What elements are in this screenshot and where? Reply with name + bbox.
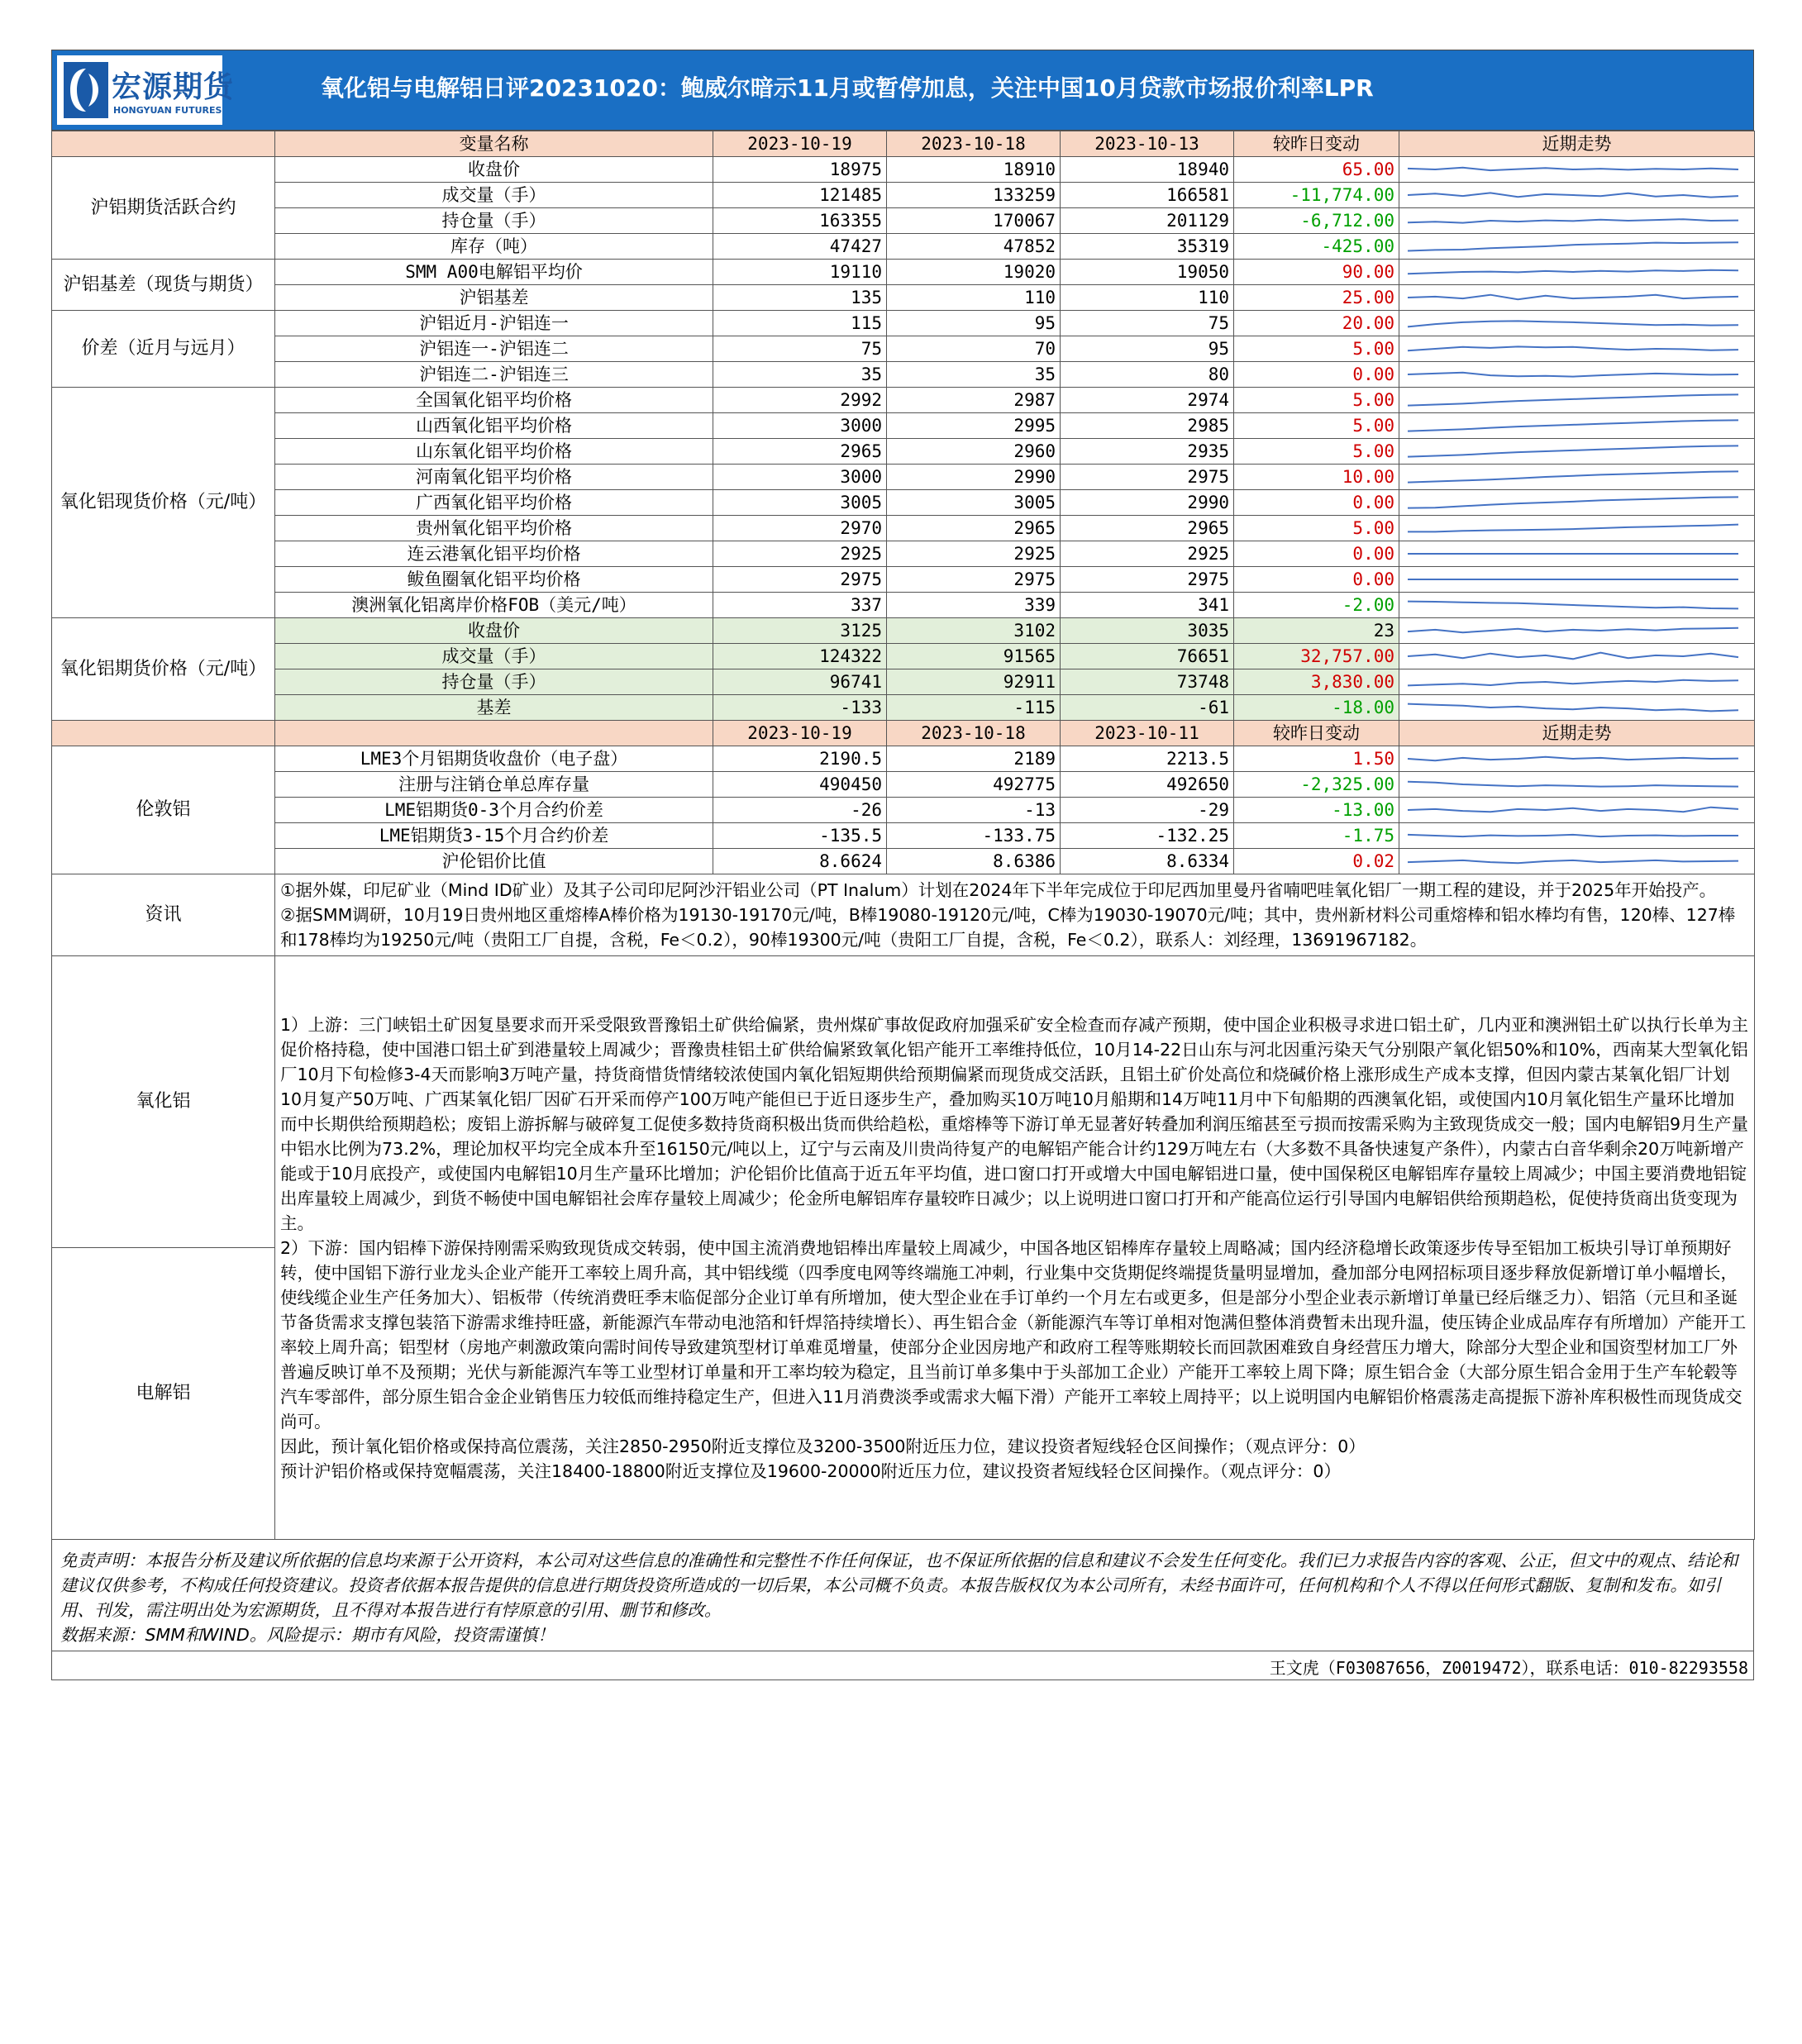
sparkline-svg	[1399, 465, 1747, 489]
header-d3: 2023-10-13	[1061, 131, 1234, 157]
value-day3: 80	[1061, 362, 1234, 388]
header-chg: 较昨日变动	[1234, 721, 1399, 746]
value-day1: 96741	[713, 669, 887, 695]
variable-name: 注册与注销仓单总库存量	[275, 772, 713, 798]
variable-name: 沪伦铝价比值	[275, 849, 713, 874]
sparkline-line	[1408, 270, 1738, 274]
value-day3: 18940	[1061, 157, 1234, 183]
sparkline-svg	[1399, 669, 1747, 694]
daily-change: 0.00	[1234, 490, 1399, 516]
table-row	[52, 439, 1755, 465]
trend-sparkline	[1399, 439, 1755, 465]
analysis-paragraph: 2）下游：国内铝棒下游保持刚需采购致现货成交转弱，使中国主流消费地铝棒出库量较上周减少，中国各地区铝棒库存量较上周略减；国内经济稳增长政策逐步传导至铝加工板块引导订单预期好转，使中国铝下游行业龙头企业产能开工率较上周升高，其中铝线缆（四季度电网等终端施工冲刺，行业集中交货期促终端提货量明显增加，叠加部分电网招标项目逐步释放促新增订单小幅增长，使线缆企业生产任务加大）、铝板带（传统消费旺季末临促部分企业订单有所增加，使大型企业在手订单约一个月左右或更多，但是部分小型企业表示新增订单量已经后继乏力）、铝箔（元旦和圣诞节备货需求支撑包装箔下游需求维持旺盛，新能源汽车带动电池箔和钎焊箔持续增长）、再生铝合金（新能源汽车等订单相对饱满但整体消费暂未出现升温，使压铸企业成品库存有所增加）产能开工率较上周升高；铝型材（房地产刺激政策向需时间传导致建筑型材订单难觅增量，使部分企业因房地产和政府工程等账期较长而回款困难致自身经营压力增大，除部分大型企业和国资型材加工厂外普遍反映订单不及预期；光伏与新能源汽车等工业型材订单量和开工率均较为稳定，且当前订单多集中于头部加工企业）产能开工率较上周下降；原生铝合金（大部分原生铝合金用于生产车轮毂等汽车零部件，部分原生铝合金企业销售压力较低而维持稳定生产，但进入11月消费淡季或需求大幅下滑）产能开工率较上周持平；以上说明国内电解铝价格震荡走高提振下游补库积极性而现货成交尚可。	[280, 1237, 1747, 1432]
trend-sparkline	[1399, 849, 1755, 874]
value-day3: 2975	[1061, 465, 1234, 490]
sparkline-line	[1408, 602, 1738, 609]
sparkline-svg	[1399, 567, 1747, 592]
variable-name: 山西氧化铝平均价格	[275, 413, 713, 439]
table-row	[52, 593, 1755, 618]
value-day3: 2935	[1061, 439, 1234, 465]
value-day2: 2965	[887, 516, 1061, 541]
variable-name: LME铝期货0-3个月合约价差	[275, 798, 713, 823]
value-day1: 163355	[713, 208, 887, 234]
variable-name: 沪铝近月-沪铝连一	[275, 311, 713, 336]
variable-name: SMM A00电解铝平均价	[275, 260, 713, 285]
trend-sparkline	[1399, 798, 1755, 823]
table-row	[52, 849, 1755, 874]
value-day1: 19110	[713, 260, 887, 285]
value-day1: 115	[713, 311, 887, 336]
daily-change: 0.02	[1234, 849, 1399, 874]
value-day2: -133.75	[887, 823, 1061, 849]
trend-sparkline	[1399, 234, 1755, 260]
value-day2: 3005	[887, 490, 1061, 516]
sparkline-svg	[1399, 849, 1747, 874]
value-day2: 91565	[887, 644, 1061, 669]
value-day1: 2925	[713, 541, 887, 567]
sparkline-line	[1408, 704, 1738, 712]
table-row	[52, 567, 1755, 593]
analysis-labels	[52, 956, 275, 1540]
variable-name: 持仓量（手）	[275, 669, 713, 695]
daily-change: 0.00	[1234, 541, 1399, 567]
variable-name: 沪铝连二-沪铝连三	[275, 362, 713, 388]
brand-name-en: HONGYUAN FUTURES	[113, 105, 222, 116]
table-row	[52, 798, 1755, 823]
header-trend: 近期走势	[1399, 131, 1755, 157]
trend-sparkline	[1399, 772, 1755, 798]
brand-logo-icon	[64, 62, 108, 118]
header-d2: 2023-10-18	[887, 721, 1061, 746]
group-label: 沪铝期货活跃合约	[52, 157, 275, 260]
variable-name: 收盘价	[275, 157, 713, 183]
trend-sparkline	[1399, 490, 1755, 516]
sparkline-svg	[1399, 183, 1747, 207]
value-day1: 2970	[713, 516, 887, 541]
value-day3: -132.25	[1061, 823, 1234, 849]
table-header-row	[52, 721, 1755, 746]
sparkline-line	[1408, 346, 1738, 350]
value-day2: 3102	[887, 618, 1061, 644]
table-row	[52, 183, 1755, 208]
trend-sparkline	[1399, 208, 1755, 234]
sparkline-line	[1408, 168, 1738, 170]
table-row	[52, 772, 1755, 798]
table-row	[52, 465, 1755, 490]
value-day1: 124322	[713, 644, 887, 669]
daily-change: 65.00	[1234, 157, 1399, 183]
sparkline-line	[1408, 471, 1738, 482]
table-row	[52, 234, 1755, 260]
sparkline-line	[1408, 321, 1738, 326]
value-day1: 18975	[713, 157, 887, 183]
variable-name: 河南氧化铝平均价格	[275, 465, 713, 490]
sparkline-svg	[1399, 644, 1747, 669]
variable-name: 贵州氧化铝平均价格	[275, 516, 713, 541]
trend-sparkline	[1399, 567, 1755, 593]
value-day1: -26	[713, 798, 887, 823]
value-day2: 2990	[887, 465, 1061, 490]
sparkline-line	[1408, 628, 1738, 633]
info-label: 资讯	[52, 874, 275, 956]
sparkline-svg	[1399, 157, 1747, 182]
sparkline-line	[1408, 680, 1738, 686]
variable-name: 鲅鱼圈氧化铝平均价格	[275, 567, 713, 593]
table-row	[52, 669, 1755, 695]
trend-sparkline	[1399, 157, 1755, 183]
table-row	[52, 336, 1755, 362]
table-row	[52, 260, 1755, 285]
variable-name: 山东氧化铝平均价格	[275, 439, 713, 465]
variable-name: 基差	[275, 695, 713, 721]
value-day3: 166581	[1061, 183, 1234, 208]
group-label: 氧化铝现货价格（元/吨）	[52, 388, 275, 618]
variable-name: 沪铝连一-沪铝连二	[275, 336, 713, 362]
trend-sparkline	[1399, 413, 1755, 439]
table-row	[52, 208, 1755, 234]
sparkline-svg	[1399, 618, 1747, 643]
value-day3: 341	[1061, 593, 1234, 618]
value-day1: 3000	[713, 413, 887, 439]
value-day3: 19050	[1061, 260, 1234, 285]
info-text	[275, 874, 1755, 956]
daily-change: -2,325.00	[1234, 772, 1399, 798]
value-day2: 92911	[887, 669, 1061, 695]
sparkline-line	[1408, 525, 1738, 532]
value-day1: 3125	[713, 618, 887, 644]
value-day2: 18910	[887, 157, 1061, 183]
trend-sparkline	[1399, 311, 1755, 336]
footer	[51, 1651, 1754, 1680]
sparkline-line	[1408, 497, 1738, 507]
table-header-row	[52, 131, 1755, 157]
daily-change: 32,757.00	[1234, 644, 1399, 669]
report-page	[51, 50, 1754, 1680]
table-row	[52, 285, 1755, 311]
value-day1: 2975	[713, 567, 887, 593]
sparkline-line	[1408, 193, 1738, 197]
sparkline-svg	[1399, 439, 1747, 464]
sparkline-line	[1408, 445, 1738, 456]
table-row	[52, 695, 1755, 721]
sparkline-svg	[1399, 311, 1747, 336]
alumina-label: 氧化铝	[52, 956, 274, 1248]
sparkline-svg	[1399, 285, 1747, 310]
daily-change: 10.00	[1234, 465, 1399, 490]
daily-change: 5.00	[1234, 388, 1399, 413]
table-row	[52, 388, 1755, 413]
sparkline-line	[1408, 373, 1738, 377]
daily-change: -18.00	[1234, 695, 1399, 721]
sparkline-svg	[1399, 746, 1747, 771]
analysis-text	[275, 956, 1755, 1540]
daily-change: 3,830.00	[1234, 669, 1399, 695]
value-day1: 35	[713, 362, 887, 388]
value-day2: -13	[887, 798, 1061, 823]
header-d3: 2023-10-11	[1061, 721, 1234, 746]
value-day3: 73748	[1061, 669, 1234, 695]
value-day3: 8.6334	[1061, 849, 1234, 874]
table-row	[52, 311, 1755, 336]
trend-sparkline	[1399, 285, 1755, 311]
value-day1: 2965	[713, 439, 887, 465]
sparkline-line	[1408, 219, 1738, 222]
variable-name: 收盘价	[275, 618, 713, 644]
daily-change: 23	[1234, 618, 1399, 644]
value-day2: 2987	[887, 388, 1061, 413]
table-row	[52, 157, 1755, 183]
group-label: 价差（近月与远月）	[52, 311, 275, 388]
header-variable: 变量名称	[275, 131, 713, 157]
value-day2: 8.6386	[887, 849, 1061, 874]
value-day3: 2213.5	[1061, 746, 1234, 772]
value-day3: 95	[1061, 336, 1234, 362]
trend-sparkline	[1399, 541, 1755, 567]
trend-sparkline	[1399, 183, 1755, 208]
value-day1: 2190.5	[713, 746, 887, 772]
variable-name: 全国氧化铝平均价格	[275, 388, 713, 413]
value-day2: 110	[887, 285, 1061, 311]
daily-change: 5.00	[1234, 516, 1399, 541]
sparkline-line	[1408, 835, 1738, 836]
daily-change: 0.00	[1234, 567, 1399, 593]
trend-sparkline	[1399, 695, 1755, 721]
analysis-paragraph: 因此，预计氧化铝价格或保持高位震荡，关注2850-2950附近支撑位及3200-3500附近压力位，建议投资者短线轻仓区间操作；（观点评分：0）	[280, 1436, 1366, 1456]
header-chg: 较昨日变动	[1234, 131, 1399, 157]
sparkline-svg	[1399, 798, 1747, 822]
value-day2: -115	[887, 695, 1061, 721]
daily-change: 5.00	[1234, 439, 1399, 465]
report-header	[51, 50, 1754, 131]
sparkline-svg	[1399, 772, 1747, 797]
sparkline-line	[1408, 757, 1738, 760]
sparkline-svg	[1399, 695, 1747, 720]
trend-sparkline	[1399, 746, 1755, 772]
value-day3: 2990	[1061, 490, 1234, 516]
sparkline-svg	[1399, 413, 1747, 438]
value-day2: 2975	[887, 567, 1061, 593]
value-day1: 47427	[713, 234, 887, 260]
analysis-paragraph: 1）上游：三门峡铝土矿因复垦要求而开采受限致晋豫铝土矿供给偏紧，贵州煤矿事故促政府加强采矿安全检查而存减产预期，使中国企业积极寻求进口铝土矿，几内亚和澳洲铝土矿以执行长单为主促价格持稳，使中国港口铝土矿到港量较上周减少；晋豫贵桂铝土矿供给偏紧致氧化铝产能开工率维持低位，10月14-22日山东与河北因重污染天气分别限产氧化铝50%和10%，西南某大型氧化铝厂10月下旬检修3-4天而影响3万吨产量，持货商惜货情绪较浓使国内氧化铝短期供给预期偏紧而现货成交活跃，且铝土矿价处高位和烧碱价格上涨形成生产成本支撑，但因内蒙古某氧化铝厂计划10月复产50万吨、广西某氧化铝厂因矿石开采而停产100万吨产能但已于近日逐步生产，叠加购买10万吨10月船期和14万吨11月中下旬船期的西澳氧化铝，或使国内10月氧化铝生产量环比增加而中长期供给预期趋松；废铝上游拆解与破碎复工促使多数持货商积极出货而供给趋松，重熔棒等下游订单无显著好转叠加利润压缩甚至亏损而按需采购为主致现货成交一般；国内电解铝9月生产量中铝水比例为73.2%，理论加权平均完全成本升至16150元/吨以上，辽宁与云南及川贵尚待复产的电解铝产能合计约129万吨左右（大多数不具备快速复产条件），内蒙古白音华剩余20万吨新增产能或于10月底投产，或使国内电解铝10月生产量环比增加；沪伦铝价比值高于近五年平均值，进口窗口打开或增大中国电解铝进口量，使中国保税区电解铝库存量较上周减少；中国主要消费地铝锭出库量较上周减少，到货不畅使中国电解铝社会库存量较上周减少；伦金所电解铝库存量较昨日减少；以上说明进口窗口打开和产能高位运行引导国内电解铝供给预期趋松，促使持货商出货变现为主。	[280, 1014, 1749, 1233]
value-day3: 2975	[1061, 567, 1234, 593]
sparkline-svg	[1399, 516, 1747, 541]
value-day3: 201129	[1061, 208, 1234, 234]
value-day3: -29	[1061, 798, 1234, 823]
header-trend: 近期走势	[1399, 721, 1755, 746]
table-row	[52, 618, 1755, 644]
trend-sparkline	[1399, 388, 1755, 413]
table-row	[52, 541, 1755, 567]
header-d1: 2023-10-19	[713, 131, 887, 157]
sparkline-svg	[1399, 260, 1747, 284]
daily-change: 1.50	[1234, 746, 1399, 772]
trend-sparkline	[1399, 336, 1755, 362]
daily-change: -2.00	[1234, 593, 1399, 618]
trend-sparkline	[1399, 593, 1755, 618]
variable-name: 连云港氧化铝平均价格	[275, 541, 713, 567]
value-day3: 110	[1061, 285, 1234, 311]
table-row	[52, 490, 1755, 516]
value-day3: 2925	[1061, 541, 1234, 567]
electrolytic-label: 电解铝	[136, 1383, 191, 1403]
brand-logo	[57, 55, 235, 125]
report-title: 氧化铝与电解铝日评20231020：鲍威尔暗示11月或暂停加息，关注中国10月贷款市场报价利率LPR	[321, 74, 1374, 102]
sparkline-svg	[1399, 208, 1747, 233]
sparkline-svg	[1399, 823, 1747, 848]
variable-name: 成交量（手）	[275, 644, 713, 669]
trend-sparkline	[1399, 465, 1755, 490]
value-day2: 95	[887, 311, 1061, 336]
daily-change: -13.00	[1234, 798, 1399, 823]
trend-sparkline	[1399, 644, 1755, 669]
sparkline-svg	[1399, 593, 1747, 617]
value-day3: 76651	[1061, 644, 1234, 669]
group-label: 伦敦铝	[52, 746, 275, 874]
trend-sparkline	[1399, 823, 1755, 849]
header-blank	[52, 721, 275, 746]
variable-name: 库存（吨）	[275, 234, 713, 260]
value-day1: 2992	[713, 388, 887, 413]
variable-name: LME铝期货3-15个月合约价差	[275, 823, 713, 849]
daily-change: 25.00	[1234, 285, 1399, 311]
trend-sparkline	[1399, 260, 1755, 285]
value-day3: 2974	[1061, 388, 1234, 413]
daily-change: 90.00	[1234, 260, 1399, 285]
value-day1: 121485	[713, 183, 887, 208]
disclaimer	[51, 1540, 1754, 1651]
header-variable	[275, 721, 713, 746]
sparkline-svg	[1399, 490, 1747, 515]
table-row	[52, 644, 1755, 669]
header-d2: 2023-10-18	[887, 131, 1061, 157]
table-row	[52, 746, 1755, 772]
value-day1: 3000	[713, 465, 887, 490]
value-day3: 35319	[1061, 234, 1234, 260]
header-d1: 2023-10-19	[713, 721, 887, 746]
sparkline-line	[1408, 808, 1738, 812]
value-day1: 490450	[713, 772, 887, 798]
analysis-row	[52, 956, 1755, 1540]
table-row	[52, 413, 1755, 439]
value-day3: 2965	[1061, 516, 1234, 541]
trend-sparkline	[1399, 618, 1755, 644]
sparkline-svg	[1399, 336, 1747, 361]
variable-name: 持仓量（手）	[275, 208, 713, 234]
data-table	[51, 131, 1755, 1540]
daily-change: 5.00	[1234, 336, 1399, 362]
value-day1: -133	[713, 695, 887, 721]
sparkline-svg	[1399, 234, 1747, 259]
sparkline-line	[1408, 420, 1738, 431]
daily-change: 20.00	[1234, 311, 1399, 336]
sparkline-line	[1408, 653, 1738, 660]
analyst-contact: 王文虎（F03087656，Z0019472），联系电话：010-82293558	[1269, 1658, 1748, 1678]
trend-sparkline	[1399, 516, 1755, 541]
sparkline-line	[1408, 394, 1738, 405]
value-day1: 3005	[713, 490, 887, 516]
value-day1: 75	[713, 336, 887, 362]
value-day2: 492775	[887, 772, 1061, 798]
sparkline-line	[1408, 860, 1738, 863]
value-day2: 2960	[887, 439, 1061, 465]
value-day2: 47852	[887, 234, 1061, 260]
value-day2: 70	[887, 336, 1061, 362]
daily-change: -1.75	[1234, 823, 1399, 849]
variable-name: LME3个月铝期货收盘价（电子盘）	[275, 746, 713, 772]
sparkline-line	[1408, 242, 1738, 250]
variable-name: 澳洲氧化铝离岸价格FOB（美元/吨）	[275, 593, 713, 618]
group-label: 氧化铝期货价格（元/吨）	[52, 618, 275, 721]
data-source: 数据来源：SMM和WIND。风险提示：期市有风险，投资需谨慎！	[60, 1625, 555, 1645]
variable-name: 广西氧化铝平均价格	[275, 490, 713, 516]
value-day3: 492650	[1061, 772, 1234, 798]
value-day2: 35	[887, 362, 1061, 388]
value-day2: 2925	[887, 541, 1061, 567]
info-paragraph: ①据外媒，印尼矿业（Mind ID矿业）及其子公司印尼阿沙汗铝业公司（PT Inalum）计划在2024年下半年完成位于印尼西加里曼丹省喃吧哇氧化铝厂一期工程的建设，并于2025年开始投产。	[280, 880, 1717, 900]
table-row	[52, 362, 1755, 388]
daily-change: 0.00	[1234, 362, 1399, 388]
value-day2: 19020	[887, 260, 1061, 285]
info-row	[52, 874, 1755, 956]
value-day2: 2189	[887, 746, 1061, 772]
daily-change: -11,774.00	[1234, 183, 1399, 208]
sparkline-svg	[1399, 362, 1747, 387]
trend-sparkline	[1399, 362, 1755, 388]
value-day1: 8.6624	[713, 849, 887, 874]
variable-name: 成交量（手）	[275, 183, 713, 208]
sparkline-line	[1408, 782, 1738, 787]
value-day1: -135.5	[713, 823, 887, 849]
table-row	[52, 823, 1755, 849]
value-day3: -61	[1061, 695, 1234, 721]
value-day2: 170067	[887, 208, 1061, 234]
value-day3: 75	[1061, 311, 1234, 336]
value-day3: 3035	[1061, 618, 1234, 644]
value-day2: 133259	[887, 183, 1061, 208]
value-day2: 2995	[887, 413, 1061, 439]
group-label: 沪铝基差（现货与期货）	[52, 260, 275, 311]
daily-change: -425.00	[1234, 234, 1399, 260]
sparkline-svg	[1399, 388, 1747, 412]
analysis-paragraph: 预计沪铝价格或保持宽幅震荡，关注18400-18800附近支撑位及19600-20000附近压力位，建议投资者短线轻仓区间操作。（观点评分：0）	[280, 1460, 1341, 1481]
daily-change: 5.00	[1234, 413, 1399, 439]
trend-sparkline	[1399, 669, 1755, 695]
value-day1: 135	[713, 285, 887, 311]
disclaimer-text: 免责声明：本报告分析及建议所依据的信息均来源于公开资料，本公司对这些信息的准确性和完整性不作任何保证，也不保证所依据的信息和建议不会发生任何变化。我们已力求报告内容的客观、公正，但文中的观点、结论和建议仅供参考，不构成任何投资建议。投资者依据本报告提供的信息进行期货投资所造成的一切后果，本公司概不负责。本报告版权仅为本公司所有，未经书面许可，任何机构和个人不得以任何形式翻版、复制和发布。如引用、刊发，需注明出处为宏源期货，且不得对本报告进行有悖原意的引用、删节和修改。	[60, 1551, 1738, 1620]
variable-name: 沪铝基差	[275, 285, 713, 311]
sparkline-line	[1408, 295, 1738, 300]
daily-change: -6,712.00	[1234, 208, 1399, 234]
value-day3: 2985	[1061, 413, 1234, 439]
table-row	[52, 516, 1755, 541]
info-paragraph: ②据SMM调研，10月19日贵州地区重熔棒A棒价格为19130-19170元/吨，B棒19080-19120元/吨，C棒为19030-19070元/吨；其中，贵州新材料公司重熔棒和铝水棒均有售，120棒、127棒和178棒均为19250元/吨（贵阳工厂自提，含税，Fe＜0.2），90棒19300元/吨（贵阳工厂自提，含税，Fe＜0.2），联系人：刘经理，13691967182。	[280, 905, 1736, 950]
header-blank	[52, 131, 275, 157]
value-day2: 339	[887, 593, 1061, 618]
sparkline-svg	[1399, 541, 1747, 566]
value-day1: 337	[713, 593, 887, 618]
brand-name: 宏源期货	[112, 70, 235, 104]
